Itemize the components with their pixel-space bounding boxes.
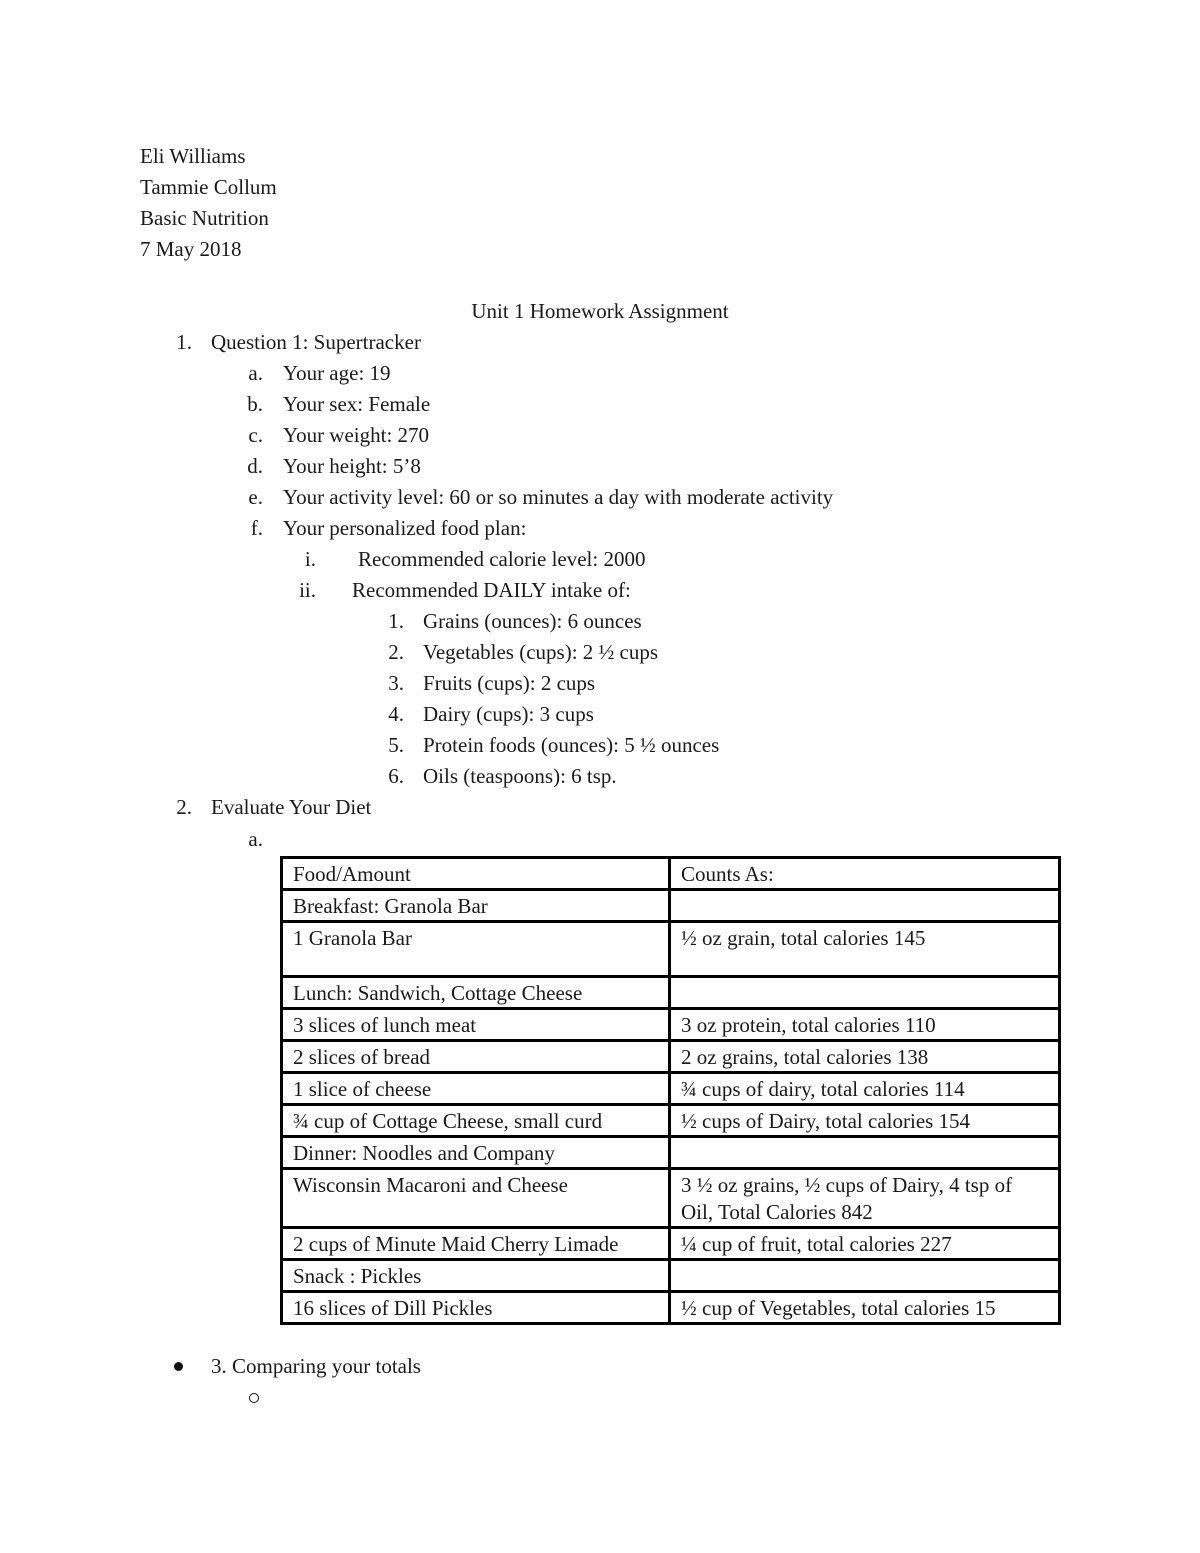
- q2-label: Evaluate Your Diet: [211, 795, 372, 819]
- intake-vegetables: Vegetables (cups): 2 ½ cups: [423, 640, 659, 664]
- plan-calorie-level: Recommended calorie level: 2000: [358, 547, 646, 571]
- plan-marker: ii.: [299, 578, 316, 602]
- intake-protein: Protein foods (ounces): 5 ½ ounces: [423, 733, 720, 757]
- food-cell: Wisconsin Macaroni and Cheese: [282, 1169, 670, 1228]
- q1-label: Question 1: Supertracker: [211, 330, 421, 354]
- food-cell: Dinner: Noodles and Company: [282, 1137, 670, 1169]
- intake-marker: 6.: [388, 764, 404, 788]
- food-cell: ¾ cup of Cottage Cheese, small curd: [282, 1105, 670, 1137]
- intake-marker: 1.: [388, 609, 404, 633]
- q1-item-weight: Your weight: 270: [283, 423, 430, 447]
- q2-number: 2.: [176, 795, 192, 819]
- food-cell: Lunch: Sandwich, Cottage Cheese: [282, 977, 670, 1009]
- counts-cell: 2 oz grains, total calories 138: [670, 1041, 1060, 1073]
- table-row: [282, 1137, 1060, 1169]
- table-row: [282, 922, 1060, 977]
- intake-grains: Grains (ounces): 6 ounces: [423, 609, 642, 633]
- q3-label: 3. Comparing your totals: [211, 1354, 421, 1378]
- q1-item-age: Your age: 19: [283, 361, 391, 385]
- q1-item-marker: e.: [248, 485, 263, 509]
- food-cell: 1 slice of cheese: [282, 1073, 670, 1105]
- intake-fruits: Fruits (cups): 2 cups: [423, 671, 596, 695]
- counts-cell: 3 oz protein, total calories 110: [670, 1009, 1060, 1041]
- table-row: [282, 1169, 1060, 1228]
- q1-item-marker: b.: [247, 392, 263, 416]
- q1-item-marker: c.: [248, 423, 263, 447]
- counts-cell: ½ oz grain, total calories 145: [670, 922, 1060, 977]
- table-row: [282, 1228, 1060, 1260]
- food-cell: 1 Granola Bar: [282, 922, 670, 977]
- intake-marker: 3.: [388, 671, 404, 695]
- table-header-cell: Counts As:: [670, 858, 1060, 890]
- intake-dairy: Dairy (cups): 3 cups: [423, 702, 594, 726]
- bullet-icon: [174, 1362, 183, 1371]
- q1-number: 1.: [176, 330, 192, 354]
- q1-item-activity: Your activity level: 60 or so minutes a day with moderate activity: [283, 485, 834, 509]
- counts-cell: 3 ½ oz grains, ½ cups of Dairy, 4 tsp of Oil, Total Calories 842: [670, 1169, 1060, 1228]
- table-row: [282, 977, 1060, 1009]
- counts-cell: ¾ cups of dairy, total calories 114: [670, 1073, 1060, 1105]
- intake-marker: 5.: [388, 733, 404, 757]
- plan-marker: i.: [304, 547, 316, 571]
- counts-cell: [670, 977, 1060, 1009]
- hollow-bullet-icon: [249, 1393, 259, 1403]
- table-row: [282, 890, 1060, 922]
- counts-cell: ½ cups of Dairy, total calories 154: [670, 1105, 1060, 1137]
- intake-marker: 4.: [388, 702, 404, 726]
- table-row: [282, 1073, 1060, 1105]
- document-title: Unit 1 Homework Assignment: [471, 299, 729, 323]
- q1-item-height: Your height: 5’8: [283, 454, 421, 478]
- table-header-cell: Food/Amount: [282, 858, 670, 890]
- food-cell: 2 slices of bread: [282, 1041, 670, 1073]
- counts-cell: ½ cup of Vegetables, total calories 15: [670, 1292, 1060, 1324]
- table-row: [282, 1292, 1060, 1324]
- food-cell: 16 slices of Dill Pickles: [282, 1292, 670, 1324]
- plan-daily-intake: Recommended DAILY intake of:: [352, 578, 631, 602]
- counts-cell: [670, 890, 1060, 922]
- q1-item-marker: d.: [247, 454, 263, 478]
- table-row: [282, 1105, 1060, 1137]
- q1-item-marker: f.: [250, 516, 263, 540]
- table-header-row: [282, 858, 1060, 890]
- course-name: Basic Nutrition: [140, 206, 269, 230]
- instructor-name: Tammie Collum: [140, 175, 277, 199]
- q1-item-marker: a.: [248, 361, 263, 385]
- counts-cell: [670, 1260, 1060, 1292]
- intake-marker: 2.: [388, 640, 404, 664]
- diet-table: [280, 856, 1061, 1325]
- intake-oils: Oils (teaspoons): 6 tsp.: [423, 764, 617, 788]
- table-row: [282, 1041, 1060, 1073]
- table-row: [282, 1009, 1060, 1041]
- table-row: [282, 1260, 1060, 1292]
- student-name: Eli Williams: [140, 144, 246, 168]
- q1-item-food-plan: Your personalized food plan:: [283, 516, 527, 540]
- q2-sub-marker: a.: [248, 827, 263, 851]
- food-cell: 3 slices of lunch meat: [282, 1009, 670, 1041]
- document-date: 7 May 2018: [140, 237, 242, 261]
- q1-item-sex: Your sex: Female: [283, 392, 431, 416]
- counts-cell: [670, 1137, 1060, 1169]
- food-cell: Snack : Pickles: [282, 1260, 670, 1292]
- food-cell: Breakfast: Granola Bar: [282, 890, 670, 922]
- counts-cell: ¼ cup of fruit, total calories 227: [670, 1228, 1060, 1260]
- food-cell: 2 cups of Minute Maid Cherry Limade: [282, 1228, 670, 1260]
